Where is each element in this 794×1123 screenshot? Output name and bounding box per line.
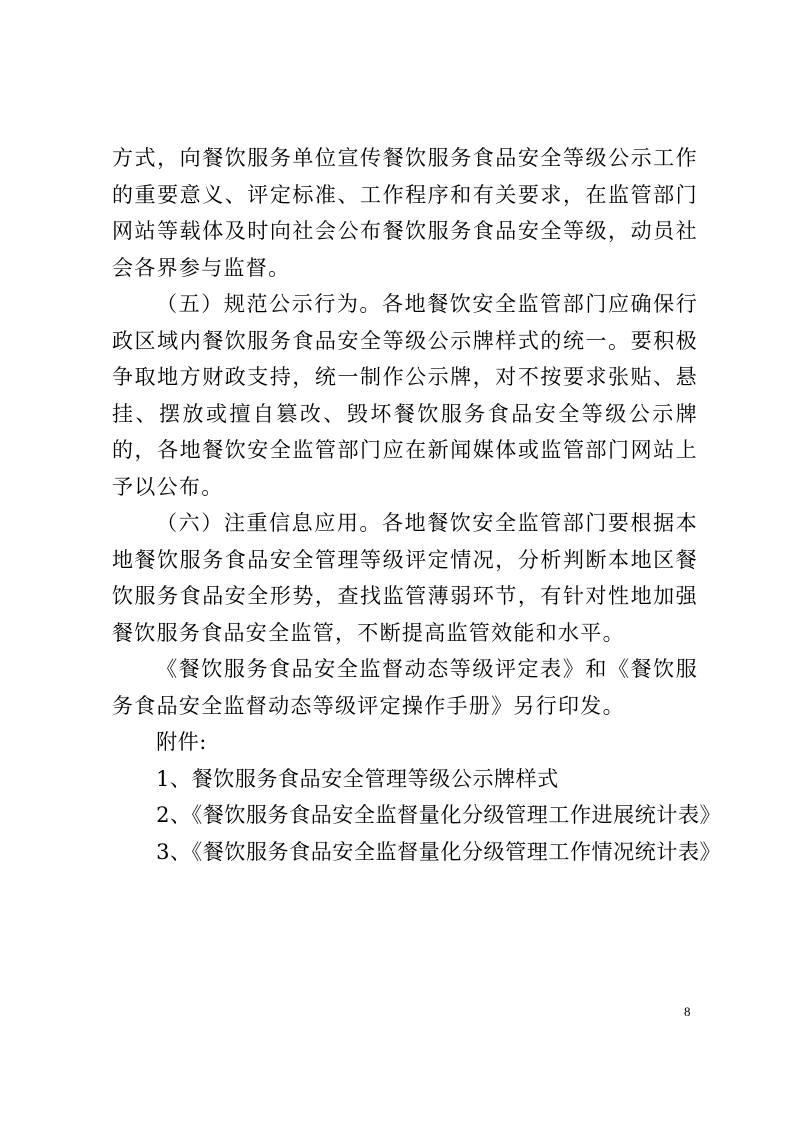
paragraph-section-five: （五）规范公示行为。各地餐饮安全监管部门应确保行政区域内餐饮服务食品安全等级公示牌样式的统一。要积极争取地方财政支持，统一制作公示牌，对不按要求张贴、悬挂、摆放或擅自篡改、毁坏餐饮服务食品安全等级公示牌的，各地餐饮安全监管部门应在新闻媒体或监管部门网站上予以公布。 bbox=[112, 292, 698, 499]
paragraph-publicity-continuation: 方式，向餐饮服务单位宣传餐饮服务食品安全等级公示工作的重要意义、评定标准、工作程序和有关要求，在监管部门网站等载体及时向社会公布餐饮服务食品安全等级，动员社会各界参与监督。 bbox=[112, 146, 698, 280]
attachment-item-1: 1、餐饮服务食品安全管理等级公示牌样式 bbox=[156, 766, 559, 791]
paragraph-section-six: （六）注重信息应用。各地餐饮安全监管部门要根据本地餐饮服务食品安全管理等级评定情况，分析判断本地区餐饮服务食品安全形势，查找监管薄弱环节，有针对性地加强餐饮服务食品安全监管，不断提高监管效能和水平。 bbox=[112, 511, 698, 645]
attachment-item-3: 3、《餐饮服务食品安全监督量化分级管理工作情况统计表》 bbox=[156, 839, 722, 864]
page-number: 8 bbox=[684, 1004, 691, 1019]
attachments-label: 附件: bbox=[156, 730, 207, 754]
attachment-item-2: 2、《餐饮服务食品安全监督量化分级管理工作进展统计表》 bbox=[156, 803, 722, 827]
document-body bbox=[112, 140, 722, 870]
paragraph-separate-issuance: 《餐饮服务食品安全监督动态等级评定表》和《餐饮服务食品安全监督动态等级评定操作手册》另行印发。 bbox=[112, 657, 698, 718]
